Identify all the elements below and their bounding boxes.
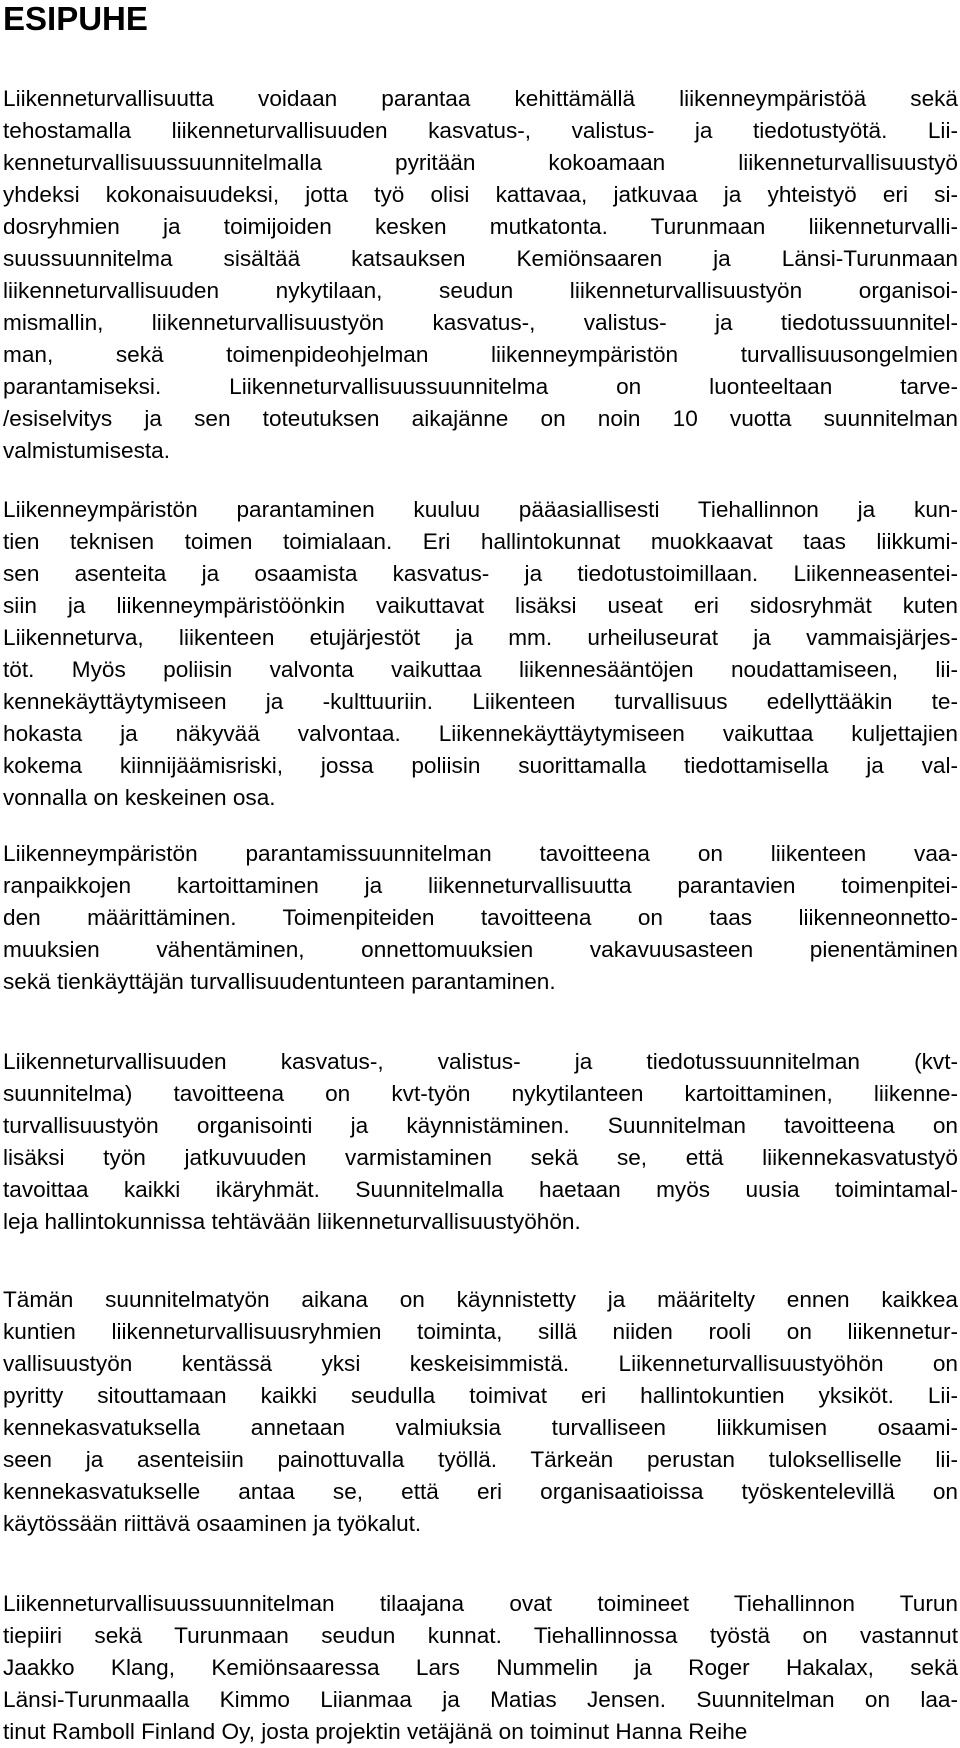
text-line: suunnitelma) tavoitteena on kvt-työn nykytilanteen kartoittaminen, liikenne- bbox=[3, 1081, 958, 1106]
text-line: muuksien vähentäminen, onnettomuuksien vakavuusasteen pienentäminen bbox=[3, 937, 958, 962]
paragraph-responsibilities bbox=[3, 494, 958, 814]
text-line: kennekäyttäytymiseen ja -kulttuuriin. Liikenteen turvallisuus edellyttääkin te- bbox=[3, 689, 958, 714]
text-line: leja hallintokunnissa tehtävään liikenneturvallisuustyöhön. bbox=[3, 1209, 581, 1234]
text-line: turvallisuustyön organisointi ja käynnistäminen. Suunnitelman tavoitteena on bbox=[3, 1113, 958, 1138]
page-title: ESIPUHE bbox=[3, 0, 148, 37]
text-line: Länsi-Turunmaalla Kimmo Liianmaa ja Matias Jensen. Suunnitelman on laa- bbox=[3, 1687, 958, 1712]
text-line: vonnalla on keskeinen osa. bbox=[3, 785, 276, 810]
text-line: ranpaikkojen kartoittaminen ja liikenneturvallisuutta parantavien toimenpitei- bbox=[3, 873, 958, 898]
text-line: seen ja asenteisiin painottuvalla työllä. Tärkeän perustan tulokselliselle lii- bbox=[3, 1447, 958, 1472]
text-line: Liikenneympäristön parantamissuunnitelman tavoitteena on liikenteen vaa- bbox=[3, 841, 958, 866]
text-line: tehostamalla liikenneturvallisuuden kasvatus-, valistus- ja tiedotustyötä. Lii- bbox=[3, 118, 958, 143]
paragraph-environment-plan bbox=[3, 838, 958, 998]
text-line: tavoittaa kaikki ikäryhmät. Suunnitelmalla haetaan myös uusia toimintamal- bbox=[3, 1177, 958, 1202]
text-line: Liikenneturva, liikenteen etujärjestöt ja mm. urheiluseurat ja vammaisjärjes- bbox=[3, 625, 958, 650]
text-line: siin ja liikenneympäristöönkin vaikuttavat lisäksi useat eri sidosryhmät kuten bbox=[3, 593, 958, 618]
text-line: lisäksi työn jatkuvuuden varmistaminen sekä se, että liikennekasvatustyö bbox=[3, 1145, 958, 1170]
text-line: pyritty sitouttamaan kaikki seudulla toimivat eri hallintokuntien yksiköt. Lii- bbox=[3, 1383, 958, 1408]
text-line: tiepiiri sekä Turunmaan seudun kunnat. Tiehallinnossa työstä on vastannut bbox=[3, 1623, 958, 1648]
text-line: kennekasvatukselle antaa se, että eri organisaatioissa työskentelevillä on bbox=[3, 1479, 958, 1504]
text-line: Liikenneturvallisuuden kasvatus-, valistus- ja tiedotussuunnitelman (kvt- bbox=[3, 1049, 958, 1074]
text-line: kenneturvallisuussuunnitelmalla pyritään kokoamaan liikenneturvallisuustyö bbox=[3, 150, 958, 175]
text-line: sekä tienkäyttäjän turvallisuudentunteen parantaminen. bbox=[3, 969, 556, 994]
text-line: suussuunnitelma sisältää katsauksen Kemiönsaaren ja Länsi-Turunmaan bbox=[3, 246, 958, 271]
text-line: /esiselvitys ja sen toteutuksen aikajänne on noin 10 vuotta suunnitelman bbox=[3, 406, 958, 431]
text-line: liikenneturvallisuuden nykytilaan, seudun liikenneturvallisuustyön organisoi- bbox=[3, 278, 958, 303]
text-line: hokasta ja näkyvää valvontaa. Liikennekäyttäytymiseen vaikuttaa kuljettajien bbox=[3, 721, 958, 746]
paragraph-contributors bbox=[3, 1588, 958, 1748]
text-line: kokema kiinnijäämisriski, jossa poliisin suorittamalla tiedottamisella ja val- bbox=[3, 753, 958, 778]
text-line: man, sekä toimenpideohjelman liikenneympäristön turvallisuusongelmien bbox=[3, 342, 958, 367]
paragraph-work-progress bbox=[3, 1284, 958, 1540]
text-line: Tämän suunnitelmatyön aikana on käynnistetty ja määritelty ennen kaikkea bbox=[3, 1287, 958, 1312]
text-line: yhdeksi kokonaisuudeksi, jotta työ olisi kattavaa, jatkuvaa ja yhteistyö eri si- bbox=[3, 182, 958, 207]
text-line: sen asenteita ja osaamista kasvatus- ja tiedotustoimillaan. Liikenneasentei- bbox=[3, 561, 958, 586]
text-line: den määrittäminen. Toimenpiteiden tavoitteena on taas liikenneonnetto- bbox=[3, 905, 958, 930]
text-line: valmistumisesta. bbox=[3, 438, 170, 463]
text-line: dosryhmien ja toimijoiden kesken mutkatonta. Turunmaan liikenneturvalli- bbox=[3, 214, 958, 239]
text-line: kennekasvatuksella annetaan valmiuksia turvalliseen liikkumisen osaami- bbox=[3, 1415, 958, 1440]
text-line: Liikenneturvallisuutta voidaan parantaa kehittämällä liikenneympäristöä sekä bbox=[3, 86, 958, 111]
text-line: vallisuustyön kentässä yksi keskeisimmistä. Liikenneturvallisuustyöhön on bbox=[3, 1351, 958, 1376]
text-line: käytössään riittävä osaaminen ja työkalut. bbox=[3, 1511, 422, 1536]
text-line: mismallin, liikenneturvallisuustyön kasvatus-, valistus- ja tiedotussuunnitel- bbox=[3, 310, 958, 335]
text-line: parantamiseksi. Liikenneturvallisuussuunnitelma on luonteeltaan tarve- bbox=[3, 374, 958, 399]
text-line: töt. Myös poliisin valvonta vaikuttaa liikennesääntöjen noudattamiseen, lii- bbox=[3, 657, 958, 682]
text-line: tien teknisen toimen toimialaan. Eri hallintokunnat muokkaavat taas liikkumi- bbox=[3, 529, 958, 554]
text-line: tinut Ramboll Finland Oy, josta projektin vetäjänä on toiminut Hanna Reihe bbox=[3, 1719, 748, 1744]
text-line: Liikenneympäristön parantaminen kuuluu pääasiallisesti Tiehallinnon ja kun- bbox=[3, 497, 958, 522]
text-line: Liikenneturvallisuussuunnitelman tilaajana ovat toimineet Tiehallinnon Turun bbox=[3, 1591, 958, 1616]
text-line: kuntien liikenneturvallisuusryhmien toiminta, sillä niiden rooli on liikennetur- bbox=[3, 1319, 958, 1344]
paragraph-intro bbox=[3, 83, 958, 467]
text-line: Jaakko Klang, Kemiönsaaressa Lars Nummelin ja Roger Hakalax, sekä bbox=[3, 1655, 958, 1680]
paragraph-education-plan bbox=[3, 1046, 958, 1238]
